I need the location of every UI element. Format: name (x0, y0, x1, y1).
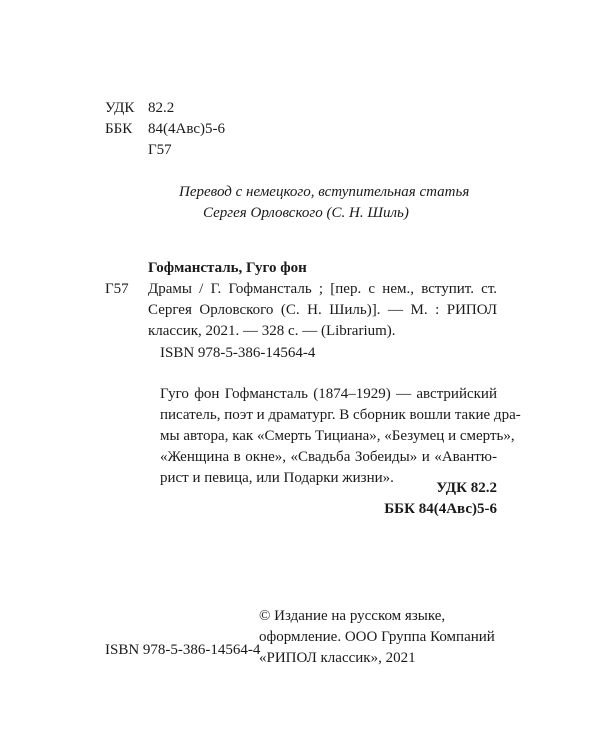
index-bbk: ББК 84(4Авс)5-6 (384, 501, 497, 517)
catalog-isbn: ISBN 978-5-386-14564-4 (160, 345, 316, 361)
annotation-line: «Женщина в окне», «Свадьба Зобеиды» и «Авантю- (160, 449, 497, 465)
copyright-notice (259, 606, 495, 669)
annotation-line: Гуго фон Гофмансталь (1874–1929) — австрийский (160, 386, 497, 402)
copyright-line: оформление. ООО Группа Компаний (259, 629, 495, 645)
author-heading: Гофмансталь, Гуго фон (148, 260, 307, 276)
catalog-cutter: Г57 (105, 281, 129, 297)
copyright-line: © Издание на русском языке, (259, 608, 446, 624)
cutter-code: Г57 (148, 142, 172, 158)
footer-isbn: ISBN 978-5-386-14564-4 (105, 642, 261, 658)
annotation-line: мы автора, как «Смерть Тициана», «Безумец и смерть», (160, 428, 515, 444)
index-udk: УДК 82.2 (436, 480, 497, 496)
bibliographic-description (148, 279, 497, 342)
annotation (160, 384, 521, 489)
biblio-line: классик, 2021. — 328 с. — (Librarium). (148, 323, 396, 339)
bbk-label: ББК (105, 121, 133, 137)
biblio-line: Драмы / Г. Гофмансталь ; [пер. с нем., вступит. ст. (148, 281, 497, 297)
annotation-line: писатель, поэт и драматург. В сборник вошли такие дра- (160, 407, 521, 423)
biblio-line: Сергея Орловского (С. Н. Шиль)]. — М. : РИПОЛ (148, 302, 497, 318)
annotation-line: рист и певица, или Подарки жизни». (160, 470, 394, 486)
bbk-value: 84(4Авс)5-6 (148, 121, 225, 137)
udk-label: УДК (105, 100, 135, 116)
translation-line-1: Перевод с немецкого, вступительная статья (179, 184, 470, 200)
copyright-line: «РИПОЛ классик», 2021 (259, 650, 416, 666)
translation-line-2: Сергея Орловского (С. Н. Шиль) (203, 205, 409, 221)
udk-value: 82.2 (148, 100, 175, 116)
